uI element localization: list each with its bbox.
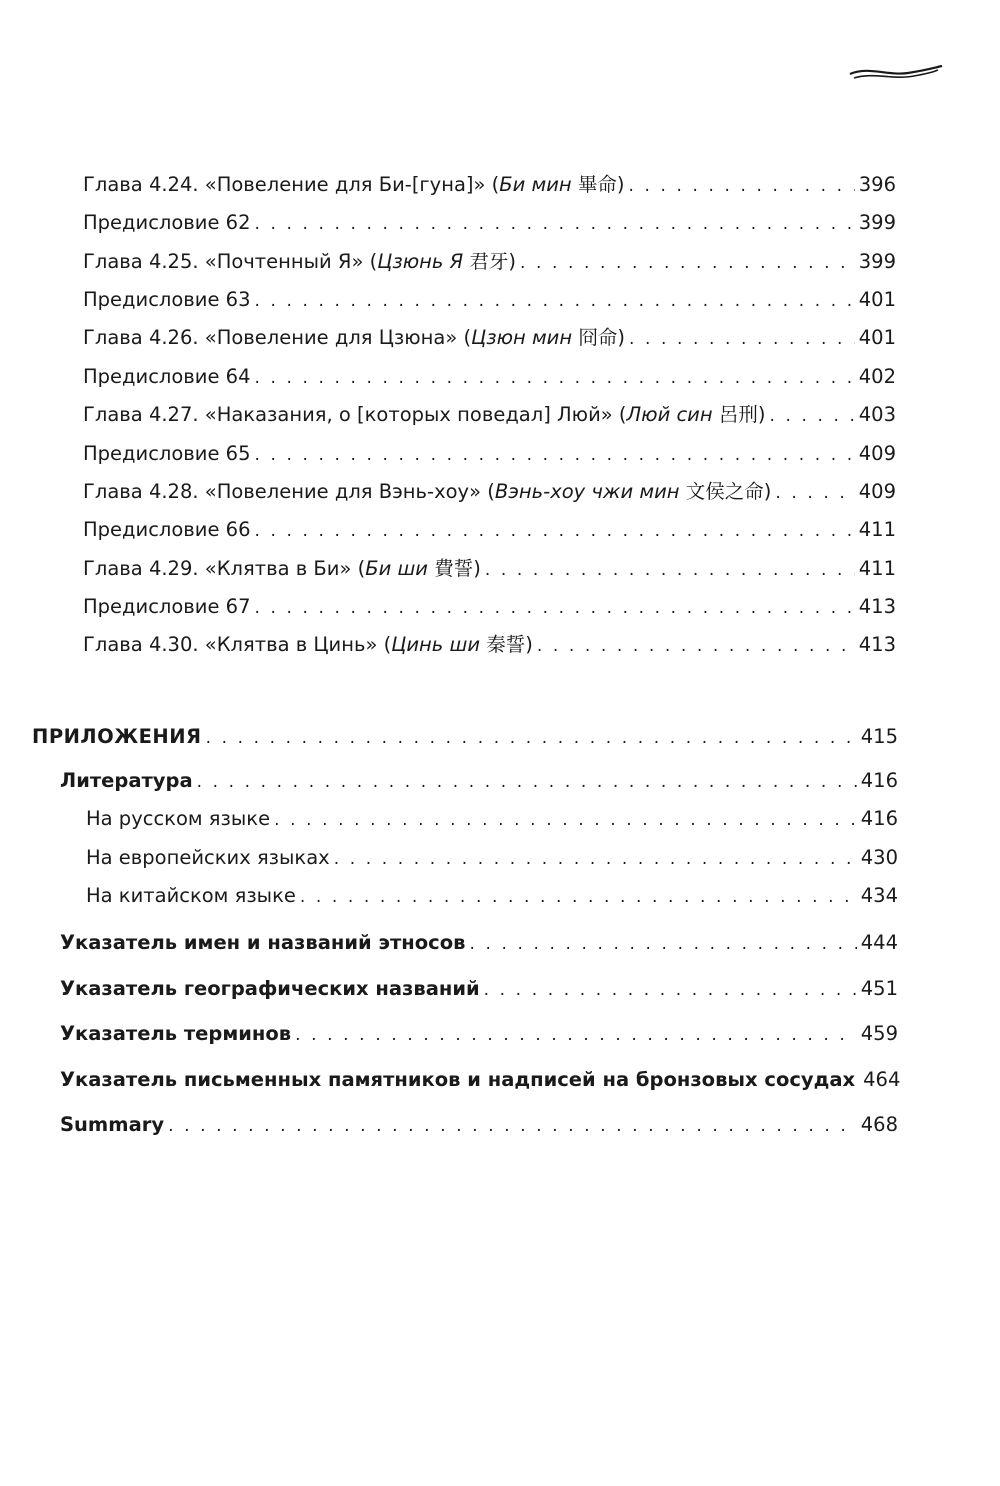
toc-page-number: 413 — [858, 633, 896, 656]
toc-entry-preface-62[interactable] — [83, 210, 896, 237]
toc-entry-appendices[interactable] — [32, 724, 898, 751]
toc-page-number: 399 — [858, 250, 896, 273]
dot-leader — [295, 1022, 857, 1048]
toc-page-number: 459 — [860, 1022, 898, 1045]
dot-leader — [484, 977, 857, 1003]
dot-leader — [775, 480, 854, 506]
dot-leader — [274, 807, 857, 833]
toc-entry-title: Предисловие 67 — [83, 595, 251, 618]
dot-leader — [334, 846, 857, 872]
toc-page-number: 416 — [860, 769, 898, 792]
toc-section-heading: ПРИЛОЖЕНИЯ — [32, 725, 202, 748]
toc-entry-title: Указатель письменных памятников и надписей на бронзовых сосудах — [60, 1068, 856, 1091]
toc-page-number: 403 — [858, 403, 896, 426]
toc-entry-index-geography[interactable] — [60, 976, 898, 1003]
toc-entry-literature-european[interactable] — [86, 845, 898, 872]
toc-entry-title: На европейских языках — [86, 846, 330, 869]
toc-entry-summary[interactable] — [60, 1112, 898, 1139]
toc-entry-title: На китайском языке — [86, 884, 296, 907]
dot-leader — [254, 288, 854, 314]
toc-entry-title: Предисловие 62 — [83, 211, 251, 234]
toc-page-number: 399 — [858, 211, 896, 234]
decorative-swash-ornament — [848, 62, 944, 86]
toc-entry-chapter-4-29[interactable] — [83, 556, 896, 583]
toc-page-number: 434 — [860, 884, 898, 907]
toc-entry-chapter-4-28[interactable] — [83, 479, 896, 506]
dot-leader — [300, 884, 857, 910]
dot-leader — [469, 931, 856, 957]
toc-entry-title: Глава 4.29. «Клятва в Би» (Би ши 費誓) — [83, 557, 481, 580]
toc-entry-index-terms[interactable] — [60, 1021, 898, 1048]
toc-entry-title: Указатель терминов — [60, 1022, 292, 1045]
toc-page-number: 402 — [858, 365, 896, 388]
dot-leader — [485, 557, 855, 583]
dot-leader — [254, 518, 854, 544]
toc-page-number: 444 — [860, 931, 898, 954]
toc-page-number: 413 — [858, 595, 896, 618]
toc-page-number: 415 — [860, 725, 898, 748]
toc-entry-index-monuments[interactable] — [60, 1067, 901, 1094]
toc-entry-title: Глава 4.30. «Клятва в Цинь» (Цинь ши 秦誓) — [83, 633, 533, 656]
toc-page-number: 411 — [858, 557, 896, 580]
dot-leader — [168, 1113, 857, 1139]
toc-entry-literature-russian[interactable] — [86, 806, 898, 833]
toc-entry-title: Указатель географических названий — [60, 977, 480, 1000]
toc-page-number: 396 — [858, 173, 896, 196]
toc-page-number: 411 — [858, 518, 896, 541]
toc-entry-title: Глава 4.25. «Почтенный Я» (Цзюнь Я 君牙) — [83, 250, 516, 273]
toc-entry-index-names[interactable] — [60, 930, 898, 957]
toc-entry-preface-66[interactable] — [83, 517, 896, 544]
dot-leader — [537, 633, 855, 659]
toc-entry-preface-67[interactable] — [83, 594, 896, 621]
toc-entry-title: Глава 4.28. «Повеление для Вэнь-хоу» (Вэнь-хоу чжи мин 文侯之命) — [83, 480, 772, 503]
toc-entry-title: Глава 4.26. «Повеление для Цзюна» (Цзюн мин 冏命) — [83, 326, 625, 349]
toc-entry-title: На русском языке — [86, 807, 271, 830]
toc-entry-literature[interactable] — [60, 768, 898, 795]
toc-entry-title: Глава 4.27. «Наказания, о [которых поведал] Люй» (Люй син 呂刑) — [83, 403, 766, 426]
dot-leader — [629, 326, 855, 352]
toc-entry-preface-65[interactable] — [83, 441, 896, 468]
toc-entry-title: Предисловие 65 — [83, 442, 251, 465]
toc-page-number: 409 — [858, 480, 896, 503]
dot-leader — [197, 769, 857, 795]
toc-page-number: 401 — [858, 288, 896, 311]
toc-page-number: 430 — [860, 846, 898, 869]
toc-entry-title: Литература — [60, 769, 193, 792]
toc-entry-literature-chinese[interactable] — [86, 883, 898, 910]
toc-page-number: 416 — [860, 807, 898, 830]
toc-entry-title: Предисловие 64 — [83, 365, 251, 388]
toc-entry-chapter-4-30[interactable] — [83, 632, 896, 659]
dot-leader — [628, 173, 854, 199]
toc-page-number: 409 — [858, 442, 896, 465]
dot-leader — [520, 250, 855, 276]
dot-leader — [769, 403, 854, 429]
toc-entry-chapter-4-26[interactable] — [83, 325, 896, 352]
toc-entry-title: Глава 4.24. «Повеление для Би-[гуна]» (Би мин 畢命) — [83, 173, 625, 196]
toc-entry-title: Предисловие 63 — [83, 288, 251, 311]
toc-page-number: 464 — [863, 1068, 901, 1091]
toc-entry-chapter-4-25[interactable] — [83, 249, 896, 276]
dot-leader — [254, 211, 854, 237]
toc-page-number: 468 — [860, 1113, 898, 1136]
dot-leader — [254, 595, 854, 621]
toc-entry-chapter-4-27[interactable] — [83, 402, 896, 429]
dot-leader — [254, 365, 854, 391]
toc-page-number: 451 — [860, 977, 898, 1000]
dot-leader — [254, 442, 854, 468]
toc-entry-preface-64[interactable] — [83, 364, 896, 391]
toc-page-number: 401 — [858, 326, 896, 349]
toc-entry-title: Summary — [60, 1113, 165, 1136]
dot-leader — [206, 725, 857, 751]
toc-entry-chapter-4-24[interactable] — [83, 172, 896, 199]
toc-entry-title: Предисловие 66 — [83, 518, 251, 541]
toc-entry-preface-63[interactable] — [83, 287, 896, 314]
toc-entry-title: Указатель имен и названий этносов — [60, 931, 466, 954]
